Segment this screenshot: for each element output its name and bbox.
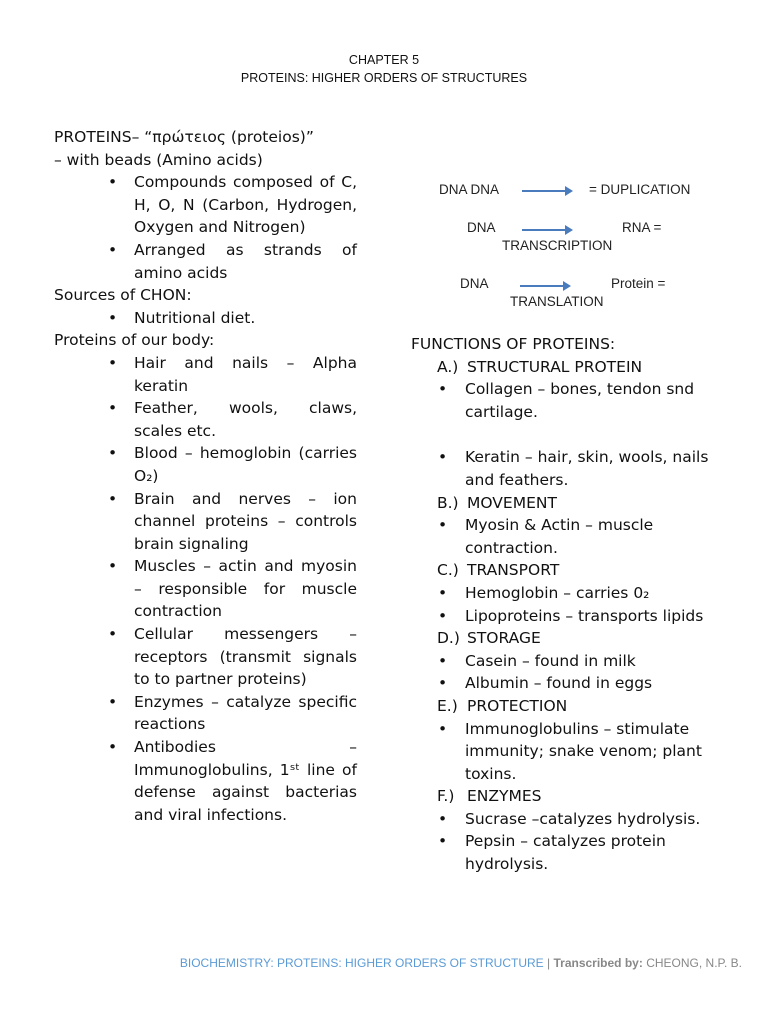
body-proteins-list (54, 352, 357, 826)
section-label: A.) (437, 357, 459, 376)
list-item: • Casein – found in milk (411, 650, 711, 673)
section-title: STORAGE (467, 629, 541, 648)
section-label: F.) (437, 787, 455, 806)
section-title: MOVEMENT (467, 493, 557, 512)
list-item: • Albumin – found in eggs (411, 672, 711, 695)
transcription-right: RNA = (622, 220, 662, 235)
translation-arrow (520, 285, 564, 287)
list-item: • Keratin – hair, skin, wools, nails and feathers. (411, 446, 711, 491)
list-item: • Hemoglobin – carries 0₂ (411, 582, 711, 605)
list-item: • Cellular messengers – receptors (transmit signals to to partner proteins) (54, 623, 357, 691)
section-storage (411, 627, 711, 650)
page-footer (180, 956, 742, 970)
structural-list (411, 378, 711, 423)
list-item: • Sucrase –catalyzes hydrolysis. (411, 808, 711, 831)
storage-list (411, 650, 711, 695)
list-item: • Blood – hemoglobin (carries O₂) (54, 442, 357, 487)
functions-column (411, 333, 711, 876)
section-movement (411, 492, 711, 515)
section-title: ENZYMES (467, 787, 542, 806)
footer-transcribed: Transcribed by: (553, 956, 647, 970)
list-item: • Compounds composed of C, H, O, N (Carbon, Hydrogen, Oxygen and Nitrogen) (54, 171, 357, 239)
sources-list (54, 307, 357, 330)
movement-list (411, 514, 711, 559)
transcription-label: TRANSCRIPTION (502, 238, 613, 253)
list-item: • Pepsin – catalyzes protein hydrolysis. (411, 830, 711, 875)
list-item: • Muscles – actin and myosin – responsible for muscle contraction (54, 555, 357, 623)
functions-heading: FUNCTIONS OF PROTEINS: (411, 335, 616, 353)
structural-list-2 (411, 446, 711, 491)
translation-left: DNA (460, 276, 489, 291)
translation-right: Protein = (611, 276, 666, 291)
section-structural (411, 356, 711, 379)
protection-list (411, 718, 711, 786)
chapter-title: PROTEINS: HIGHER ORDERS OF STRUCTURES (240, 71, 528, 85)
list-item: • Lipoproteins – transports lipids (411, 605, 711, 628)
chapter-number: CHAPTER 5 (348, 53, 420, 67)
list-item: • Nutritional diet. (54, 307, 357, 330)
section-label: B.) (437, 493, 459, 512)
section-enzymes (411, 785, 711, 808)
spacer (411, 423, 711, 446)
body-heading: Proteins of our body: (54, 331, 215, 350)
footer-course: BIOCHEMISTRY: PROTEINS: HIGHER ORDERS OF STRUCTURE (179, 956, 544, 970)
section-transport (411, 559, 711, 582)
section-title: TRANSPORT (467, 561, 560, 580)
duplication-left: DNA DNA (439, 182, 500, 197)
footer-author: CHEONG, N.P. B. (646, 956, 742, 970)
transport-list (411, 582, 711, 627)
section-title: STRUCTURAL PROTEIN (467, 357, 643, 376)
intro-line-2: – with beads (Amino acids) (54, 150, 263, 169)
transcription-arrow (522, 229, 566, 231)
section-label: E.) (437, 696, 458, 715)
section-label: C.) (437, 561, 459, 580)
section-title: PROTECTION (467, 696, 568, 715)
translation-label: TRANSLATION (510, 294, 604, 309)
list-item: • Feather, wools, claws, scales etc. (54, 397, 357, 442)
list-item: • Myosin & Actin – muscle contraction. (411, 514, 711, 559)
section-label: D.) (437, 629, 460, 648)
list-item: • Collagen – bones, tendon snd cartilage. (411, 378, 711, 423)
footer-separator: | (543, 956, 554, 970)
section-protection (411, 695, 711, 718)
intro-list (54, 171, 357, 284)
list-item: • Arranged as strands of amino acids (54, 239, 357, 284)
intro-line-1: PROTEINS– “πρώτειος (proteios)” (54, 128, 314, 146)
duplication-arrow (522, 190, 566, 192)
left-column (54, 126, 357, 826)
duplication-right: = DUPLICATION (589, 182, 691, 197)
list-item: • Hair and nails – Alpha keratin (54, 352, 357, 397)
list-item: • Enzymes – catalyze specific reactions (54, 691, 357, 736)
transcription-left: DNA (467, 220, 496, 235)
enzymes-list (411, 808, 711, 876)
sources-heading: Sources of CHON: (54, 286, 192, 305)
list-item: • Antibodies – Immunoglobulins, 1ˢᵗ line of defense against bacterias and viral infections. (54, 736, 357, 826)
list-item: • Immunoglobulins – stimulate immunity; snake venom; plant toxins. (411, 718, 711, 786)
list-item: • Brain and nerves – ion channel proteins – controls brain signaling (54, 488, 357, 556)
